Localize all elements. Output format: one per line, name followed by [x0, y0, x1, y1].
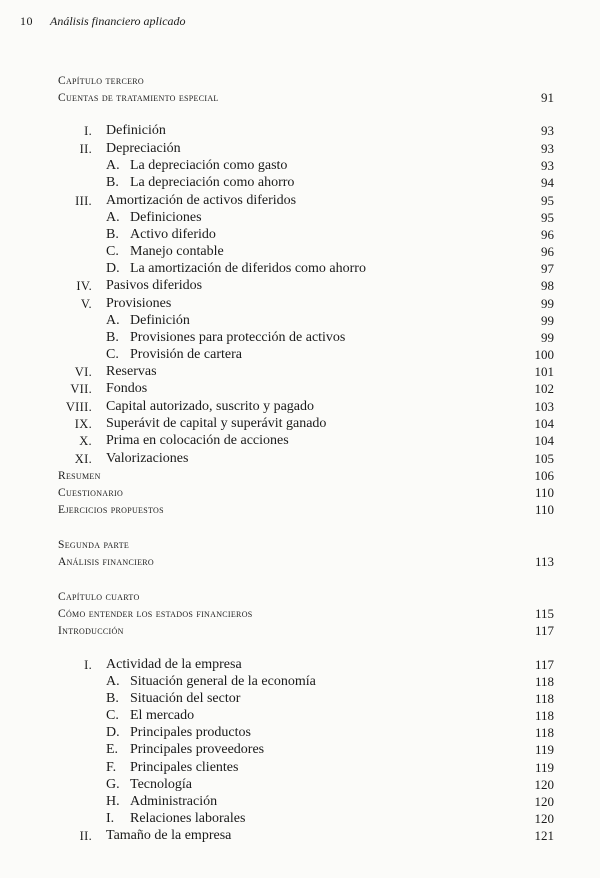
- toc-page-number: 101: [534, 364, 554, 379]
- toc-page-number: 94: [541, 175, 554, 190]
- toc-entry-title: Provisión de cartera: [130, 347, 242, 362]
- toc-sub-letter: H.: [106, 794, 120, 809]
- toc-entry-title: Manejo contable: [130, 244, 224, 259]
- toc-heading: Ejercicios propuestos: [58, 504, 164, 516]
- toc-entry: [0, 89, 600, 107]
- header-page-number: 10: [20, 14, 33, 28]
- toc-roman-numeral: VI.: [74, 365, 92, 379]
- toc-page-number: 110: [534, 502, 554, 517]
- toc-page-number: 115: [534, 606, 554, 621]
- toc-entry-title: Capital autorizado, suscrito y pagado: [106, 399, 314, 414]
- toc-entry: [0, 72, 600, 90]
- toc-entry-title: Provisiones: [106, 296, 172, 311]
- toc-heading: Capítulo tercero: [58, 75, 145, 87]
- toc-entry-title: Administración: [130, 794, 218, 809]
- toc-entry-title: Depreciación: [106, 141, 181, 156]
- toc-page-number: 119: [534, 760, 554, 775]
- toc-heading: Análisis financiero: [58, 556, 154, 568]
- toc-heading: Capítulo cuarto: [58, 591, 140, 603]
- toc-roman-numeral: XI.: [74, 452, 92, 466]
- toc-sub-letter: C.: [106, 347, 119, 362]
- toc-entry-title: Situación general de la economía: [130, 674, 316, 689]
- toc-entry: [0, 673, 600, 691]
- toc-page-number: 93: [541, 123, 554, 138]
- toc-entry: [0, 157, 600, 175]
- toc-page-number: 96: [541, 227, 554, 242]
- toc-entry-title: Fondos: [106, 381, 148, 396]
- toc-sub-letter: B.: [106, 175, 119, 190]
- toc-entry: [0, 363, 600, 381]
- toc-page-number: 117: [534, 657, 554, 672]
- toc-page-number: 106: [534, 468, 554, 483]
- toc-entry: [0, 260, 600, 278]
- toc-roman-numeral: IX.: [74, 417, 92, 431]
- toc-entry: [0, 329, 600, 347]
- toc-entry: [0, 140, 600, 158]
- toc-page-number: 118: [534, 674, 554, 689]
- toc-page-number: 99: [541, 296, 554, 311]
- toc-entry: [0, 741, 600, 759]
- toc-entry: [0, 690, 600, 708]
- toc-entry: [0, 174, 600, 192]
- toc-page-number: 104: [534, 416, 554, 431]
- toc-heading: Cuestionario: [58, 487, 124, 499]
- toc-entry: [0, 656, 600, 674]
- toc-roman-numeral: II.: [79, 829, 92, 843]
- toc-page-number: 110: [534, 485, 554, 500]
- toc-page-number: 105: [534, 451, 554, 466]
- toc-page-number: 104: [534, 433, 554, 448]
- toc-entry-title: Activo diferido: [130, 227, 216, 242]
- toc-roman-numeral: III.: [75, 194, 92, 208]
- toc-entry-title: Superávit de capital y superávit ganado: [106, 416, 327, 431]
- toc-entry: [0, 346, 600, 364]
- toc-entry: [0, 605, 600, 623]
- toc-page-number: 96: [541, 244, 554, 259]
- running-header: [20, 14, 186, 29]
- toc-entry: [0, 415, 600, 433]
- toc-heading: Resumen: [58, 470, 101, 482]
- toc-page-number: 93: [541, 141, 554, 156]
- toc-entry: [0, 209, 600, 227]
- toc-entry: [0, 450, 600, 468]
- toc-entry: [0, 501, 600, 519]
- toc-heading: Cuentas de tratamiento especial: [58, 92, 219, 104]
- toc-entry: [0, 827, 600, 845]
- toc-entry: [0, 622, 600, 640]
- toc-entry: [0, 295, 600, 313]
- toc-entry-title: La amortización de diferidos como ahorro: [130, 261, 366, 276]
- toc-heading: Cómo entender los estados financieros: [58, 608, 253, 620]
- toc-entry: [0, 467, 600, 485]
- toc-roman-numeral: VII.: [70, 382, 92, 396]
- toc-page-number: 120: [534, 794, 554, 809]
- toc-entry: [0, 759, 600, 777]
- toc-page-number: 91: [541, 90, 554, 105]
- toc-entry-title: Definición: [130, 313, 190, 328]
- toc-entry: [0, 226, 600, 244]
- toc-page-number: 95: [541, 193, 554, 208]
- toc-entry: [0, 810, 600, 828]
- toc-page-number: 117: [534, 623, 554, 638]
- toc-entry: [0, 122, 600, 140]
- toc-sub-letter: D.: [106, 725, 120, 740]
- toc-sub-letter: B.: [106, 330, 119, 345]
- toc-entry-title: Prima en colocación de acciones: [106, 433, 289, 448]
- toc-roman-numeral: X.: [79, 434, 92, 448]
- toc-page-number: 100: [534, 347, 554, 362]
- toc-sub-letter: C.: [106, 708, 119, 723]
- toc-roman-numeral: IV.: [76, 279, 92, 293]
- toc-entry: [0, 398, 600, 416]
- toc-sub-letter: B.: [106, 227, 119, 242]
- toc-entry-title: Principales clientes: [130, 760, 239, 775]
- toc-entry-title: Principales productos: [130, 725, 251, 740]
- toc-entry-title: Provisiones para protección de activos: [130, 330, 346, 345]
- header-running-title: Análisis financiero aplicado: [50, 14, 186, 28]
- toc-page-number: 118: [534, 708, 554, 723]
- toc-roman-numeral: I.: [84, 658, 92, 672]
- toc-entry: [0, 553, 600, 571]
- toc-entry: [0, 588, 600, 606]
- toc-sub-letter: A.: [106, 210, 120, 225]
- toc-entry-title: Tecnología: [130, 777, 192, 792]
- toc-page-number: 120: [534, 811, 554, 826]
- toc-entry: [0, 536, 600, 554]
- toc-entry-title: Relaciones laborales: [130, 811, 246, 826]
- toc-entry: [0, 432, 600, 450]
- toc-entry: [0, 707, 600, 725]
- toc-entry: [0, 312, 600, 330]
- toc-page-number: 102: [534, 381, 554, 396]
- toc-entry: [0, 776, 600, 794]
- toc-page-number: 103: [534, 399, 554, 414]
- toc-entry: [0, 724, 600, 742]
- toc-entry-title: La depreciación como ahorro: [130, 175, 295, 190]
- toc-page-number: 93: [541, 158, 554, 173]
- toc-heading: Segunda parte: [58, 539, 130, 551]
- toc-entry: [0, 380, 600, 398]
- toc-sub-letter: D.: [106, 261, 120, 276]
- toc-entry-title: Definición: [106, 123, 166, 138]
- toc-sub-letter: I.: [106, 811, 115, 826]
- toc-entry-title: Pasivos diferidos: [106, 278, 203, 293]
- toc-sub-letter: B.: [106, 691, 119, 706]
- toc-sub-letter: F.: [106, 760, 117, 775]
- toc-page-number: 97: [541, 261, 554, 276]
- toc-entry: [0, 277, 600, 295]
- toc-heading: Introducción: [58, 625, 124, 637]
- toc-entry-title: Situación del sector: [130, 691, 241, 706]
- toc-entry-title: El mercado: [130, 708, 195, 723]
- toc-sub-letter: A.: [106, 313, 120, 328]
- toc-entry-title: Definiciones: [130, 210, 202, 225]
- toc-roman-numeral: I.: [84, 124, 92, 138]
- toc-page-number: 99: [541, 313, 554, 328]
- toc-page-number: 98: [541, 278, 554, 293]
- toc-entry: [0, 484, 600, 502]
- toc-entry-title: Amortización de activos diferidos: [106, 193, 297, 208]
- toc-page-number: 119: [534, 742, 554, 757]
- toc-roman-numeral: VIII.: [65, 400, 92, 414]
- toc-page-number: 118: [534, 691, 554, 706]
- toc-page-number: 120: [534, 777, 554, 792]
- toc-sub-letter: A.: [106, 158, 120, 173]
- toc-sub-letter: E.: [106, 742, 119, 757]
- toc-page-number: 99: [541, 330, 554, 345]
- toc-entry: [0, 793, 600, 811]
- toc-sub-letter: G.: [106, 777, 120, 792]
- toc-sub-letter: C.: [106, 244, 119, 259]
- toc-roman-numeral: V.: [80, 297, 92, 311]
- toc-entry-title: Principales proveedores: [130, 742, 265, 757]
- toc-entry: [0, 192, 600, 210]
- toc-page-number: 121: [534, 828, 554, 843]
- toc-entry: [0, 243, 600, 261]
- toc-entry-title: Actividad de la empresa: [106, 657, 242, 672]
- toc-entry-title: Reservas: [106, 364, 157, 379]
- toc-page-number: 118: [534, 725, 554, 740]
- toc-page-number: 113: [534, 554, 554, 569]
- toc-entry-title: Tamaño de la empresa: [106, 828, 232, 843]
- toc-entry-title: Valorizaciones: [106, 451, 189, 466]
- toc-sub-letter: A.: [106, 674, 120, 689]
- toc-page-number: 95: [541, 210, 554, 225]
- toc-roman-numeral: II.: [79, 142, 92, 156]
- toc-entry-title: La depreciación como gasto: [130, 158, 288, 173]
